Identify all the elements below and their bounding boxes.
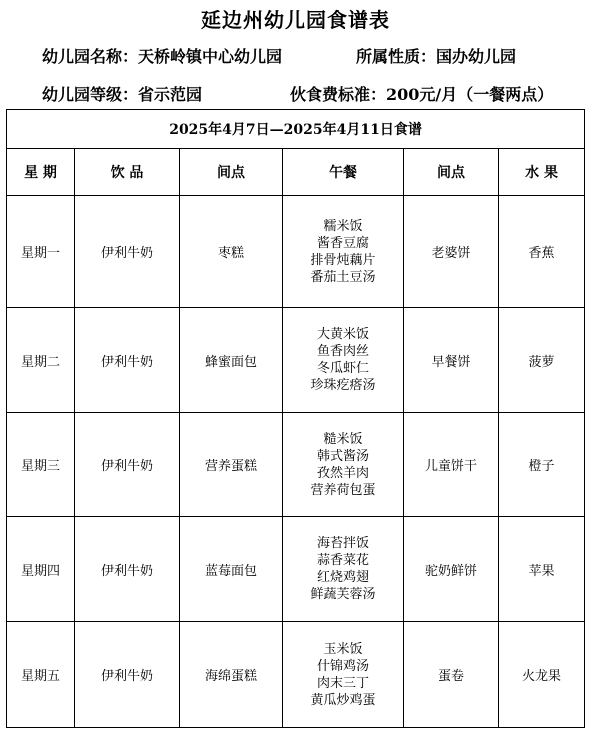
- fruit-cell: 橙子: [499, 413, 585, 517]
- menu-table: [6, 109, 585, 728]
- fruit-cell: 香蕉: [499, 196, 585, 308]
- fruit-cell: 菠萝: [499, 308, 585, 413]
- lunch-cell: [283, 196, 404, 308]
- fruit-cell: 苹果: [499, 517, 585, 622]
- lunch-cell: [283, 413, 404, 517]
- lunch-dish: 红烧鸡翅: [316, 570, 369, 585]
- header-fruit: 水 果: [499, 149, 585, 196]
- weekday-cell: 星期四: [7, 517, 75, 622]
- lunch-dish: 黄瓜炒鸡蛋: [310, 692, 376, 708]
- page-title: 延边州幼儿园食谱表: [201, 8, 390, 32]
- lunch-dish: 糙米饭: [323, 431, 363, 447]
- header-lunch: 午餐: [283, 149, 404, 196]
- lunch-dish: 孜然羊肉: [316, 465, 369, 481]
- drink-cell: 伊利牛奶: [75, 413, 180, 517]
- lunch-dish: 番茄土豆汤: [310, 269, 376, 285]
- lunch-dish: 蒜香菜花: [316, 553, 369, 568]
- snack-pm-cell: 驼奶鲜饼: [404, 517, 499, 622]
- lunch-dish: 珍珠疙瘩汤: [310, 378, 376, 393]
- snack-pm-cell: 蛋卷: [404, 622, 499, 728]
- drink-cell: 伊利牛奶: [75, 622, 180, 728]
- weekday-cell: 星期一: [7, 196, 75, 308]
- lunch-dish: 大黄米饭: [316, 327, 369, 342]
- weekday-cell: 星期二: [7, 308, 75, 413]
- header-weekday: 星 期: [7, 149, 75, 196]
- lunch-dish: 排骨炖藕片: [310, 252, 376, 268]
- lunch-cell: [283, 308, 404, 413]
- lunch-dish: 玉米饭: [323, 641, 363, 657]
- table-row: [7, 413, 585, 517]
- lunch-dish: 什锦鸡汤: [316, 658, 369, 674]
- header-snack-pm: 间点: [404, 149, 499, 196]
- lunch-cell: [283, 622, 404, 728]
- weekday-cell: 星期三: [7, 413, 75, 517]
- header-drink: 饮 品: [75, 149, 180, 196]
- lunch-dish: 鱼香肉丝: [316, 344, 369, 359]
- date-range: 2025年4月7日—2025年4月11日食谱: [7, 110, 585, 149]
- lunch-dish: 肉末三丁: [316, 675, 369, 691]
- drink-cell: 伊利牛奶: [75, 308, 180, 413]
- table-row: [7, 196, 585, 308]
- lunch-cell: [283, 517, 404, 622]
- header-snack-am: 间点: [180, 149, 283, 196]
- snack-pm-cell: 早餐饼: [404, 308, 499, 413]
- header-row: [7, 149, 585, 196]
- lunch-dish: 鲜蔬芙蓉汤: [310, 587, 376, 602]
- snack-am-cell: 枣糕: [180, 196, 283, 308]
- lunch-dish: 韩式酱汤: [316, 448, 369, 464]
- fruit-cell: 火龙果: [499, 622, 585, 728]
- snack-am-cell: 营养蛋糕: [180, 413, 283, 517]
- snack-am-cell: 蓝莓面包: [180, 517, 283, 622]
- snack-am-cell: 蜂蜜面包: [180, 308, 283, 413]
- kindergarten-name: 幼儿园名称：天桥岭镇中心幼儿园: [42, 47, 283, 66]
- drink-cell: 伊利牛奶: [75, 196, 180, 308]
- snack-pm-cell: 儿童饼干: [404, 413, 499, 517]
- table-row: [7, 517, 585, 622]
- kindergarten-type: 所属性质：国办幼儿园: [356, 47, 517, 66]
- lunch-dish: 酱香豆腐: [316, 235, 369, 251]
- meal-fee-standard: 伙食费标准：200元/月（一餐两点）: [290, 85, 554, 104]
- weekday-cell: 星期五: [7, 622, 75, 728]
- lunch-dish: 糯米饭: [323, 218, 363, 234]
- table-row: [7, 308, 585, 413]
- lunch-dish: 冬瓜虾仁: [316, 361, 369, 376]
- table-row: [7, 622, 585, 728]
- date-row: [7, 110, 585, 149]
- lunch-dish: 海苔拌饭: [316, 536, 369, 551]
- snack-pm-cell: 老婆饼: [404, 196, 499, 308]
- drink-cell: 伊利牛奶: [75, 517, 180, 622]
- kindergarten-grade: 幼儿园等级：省示范园: [42, 85, 203, 104]
- lunch-dish: 营养荷包蛋: [310, 482, 376, 498]
- snack-am-cell: 海绵蛋糕: [180, 622, 283, 728]
